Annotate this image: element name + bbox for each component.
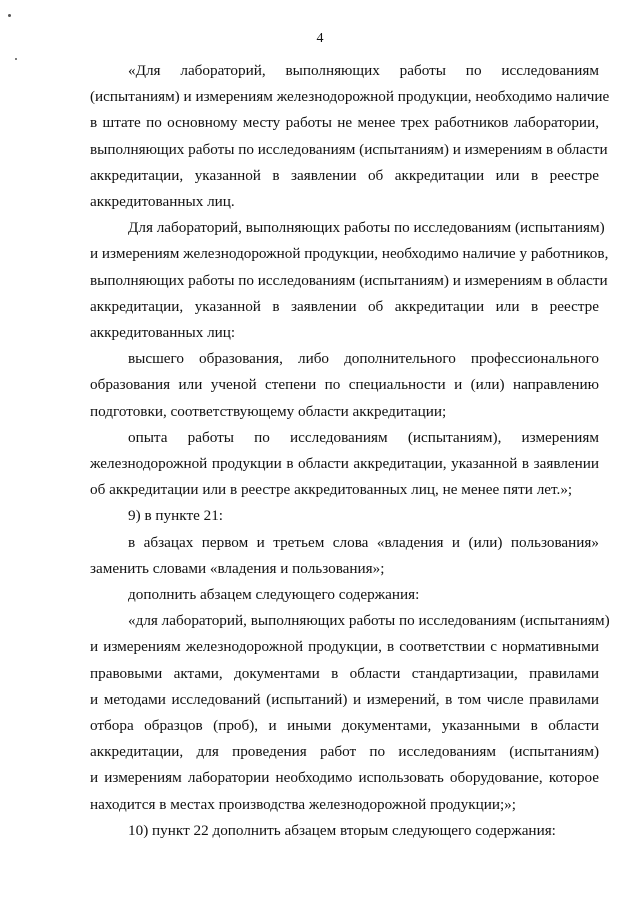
text-line: и измерениям железнодорожной продукции, необходимо наличие у работников, <box>90 245 609 263</box>
paragraph-p1 <box>90 58 610 215</box>
text-line: выполняющих работы по исследованиям (испытаниям) и измерениям в области <box>90 271 608 289</box>
paragraph-p6 <box>90 530 599 582</box>
text-line: выполняющих работы по исследованиям (испытаниям) и измерениям в области <box>90 140 608 158</box>
text-line: аккредитованных лиц: <box>90 324 236 342</box>
text-line: аккредитации, для проведения работ по исследованиям (испытаниям) <box>90 743 599 761</box>
paragraph-p4 <box>90 425 599 504</box>
text-line: аккредитации, указанной в заявлении об аккредитации или в реестре <box>90 297 599 315</box>
text-line: Для лабораторий, выполняющих работы по исследованиям (испытаниям) <box>128 219 605 237</box>
text-line: в абзацах первом и третьем слова «владения и (или) пользования» <box>128 533 599 551</box>
text-line: и измерениям лаборатории необходимо использовать оборудование, которое <box>90 769 599 787</box>
text-line: образования или ученой степени по специальности и (или) направлению <box>90 376 599 394</box>
text-line: 9) в пункте 21: <box>128 507 224 525</box>
text-line: аккредитованных лиц. <box>90 193 235 211</box>
scan-speck <box>8 14 11 17</box>
text-line: в штате по основному месту работы не менее трех работников лаборатории, <box>90 114 599 132</box>
text-line: подготовки, соответствующему области аккредитации; <box>90 402 447 420</box>
text-line: 10) пункт 22 дополнить абзацем вторым следующего содержания: <box>128 821 556 839</box>
text-line: об аккредитации или в реестре аккредитованных лиц, не менее пяти лет.»; <box>90 481 573 499</box>
paragraph-p9 <box>90 818 599 844</box>
text-line: опыта работы по исследованиям (испытаниям), измерениям <box>128 428 599 446</box>
text-line: железнодорожной продукции в области аккредитации, указанной в заявлении <box>90 455 599 473</box>
text-line: высшего образования, либо дополнительного профессионального <box>128 350 599 368</box>
text-line: заменить словами «владения и пользования»; <box>90 559 385 577</box>
text-line: «Для лабораторий, выполняющих работы по исследованиям <box>128 62 599 79</box>
paragraph-p8 <box>90 608 610 818</box>
paragraph-p5 <box>90 503 599 529</box>
text-line: (испытаниям) и измерениям железнодорожной продукции, необходимо наличие <box>90 88 610 106</box>
paragraph-p2 <box>90 215 609 346</box>
text-line: находится в местах производства железнодорожной продукции;»; <box>90 795 516 813</box>
text-line: дополнить абзацем следующего содержания: <box>128 586 420 604</box>
text-line: и измерениям железнодорожной продукции, в соответствии с нормативными <box>90 638 599 656</box>
document-body <box>90 58 610 844</box>
paragraph-p7 <box>90 582 599 608</box>
text-line: и методами исследований (испытаний) и измерений, в том числе правилами <box>90 690 599 708</box>
paragraph-p3 <box>90 346 599 425</box>
text-line: аккредитации, указанной в заявлении об аккредитации или в реестре <box>90 166 599 184</box>
text-line: правовыми актами, документами в области стандартизации, правилами <box>90 664 599 682</box>
text-line: отбора образцов (проб), и иными документами, указанными в области <box>90 717 599 735</box>
page-number: 4 <box>316 31 324 46</box>
scan-speck <box>15 58 17 60</box>
text-line: «для лабораторий, выполняющих работы по исследованиям (испытаниям) <box>128 612 610 630</box>
